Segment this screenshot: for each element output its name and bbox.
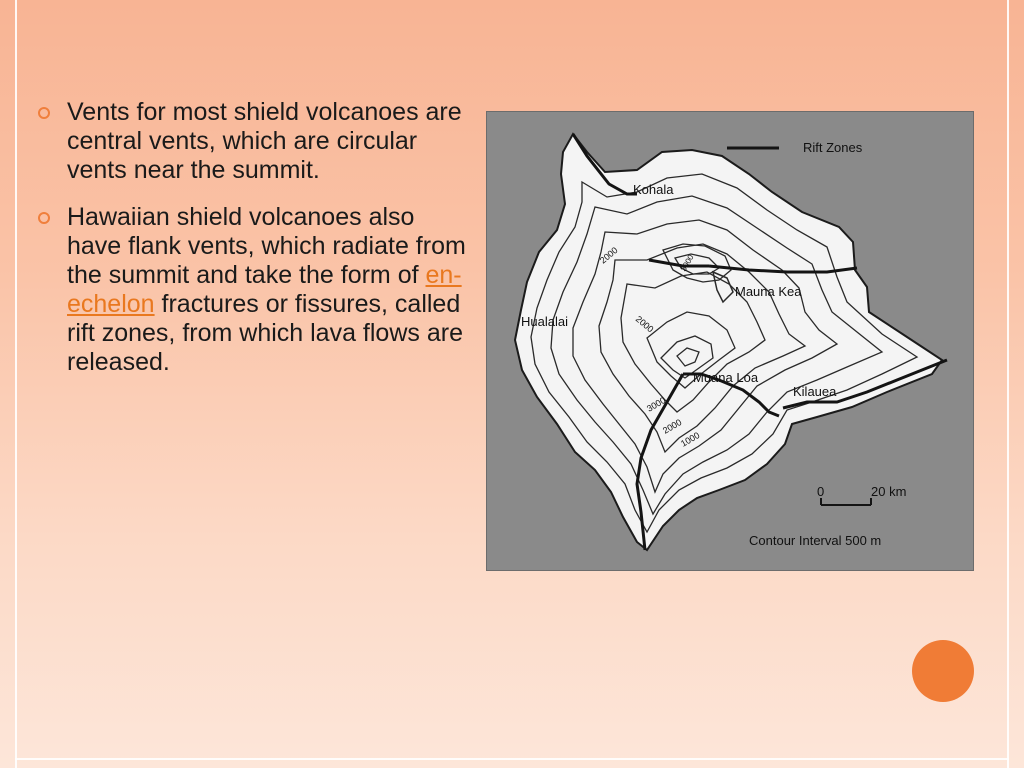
contour-label-1000: 1000 <box>679 430 702 449</box>
frame-right-line <box>1007 0 1009 768</box>
legend-label: Rift Zones <box>803 140 863 155</box>
decorative-orange-circle <box>912 640 974 702</box>
bullet-text-before: Hawaiian shield volcanoes also have flank vents, which radiate from the summit and take the form of <box>67 203 466 289</box>
scale-zero: 0 <box>817 484 825 499</box>
en-echelon-link[interactable]: en-echelon <box>67 261 462 318</box>
contour-label-2000c: 2000 <box>597 244 620 266</box>
frame-bottom-line <box>15 758 1009 760</box>
label-mauna-loa: Muana Loa <box>693 370 759 385</box>
contour-label-2000: 2000 <box>661 417 684 436</box>
contour-interval-caption: Contour Interval 500 m <box>749 533 882 548</box>
label-kilauea: Kilauea <box>793 384 837 399</box>
hawaii-map <box>486 111 974 571</box>
scale-bar <box>821 498 871 505</box>
label-mauna-kea: Mauna Kea <box>735 284 802 299</box>
bullet-marker-icon <box>38 107 50 119</box>
bullet-text-after: fractures or fissures, called rift zones, from which lava flows are released. <box>67 290 463 376</box>
hawaii-map-svg <box>487 112 973 570</box>
slide-text <box>38 98 468 395</box>
bullet-marker-icon <box>38 212 50 224</box>
label-kohala: Kohala <box>633 182 674 197</box>
bullet-central-vents <box>38 98 468 185</box>
contour-label-3000b: 3000 <box>678 253 696 273</box>
contour-label-3000: 3000 <box>645 395 668 414</box>
bullet-text: Vents for most shield volcanoes are central vents, which are circular vents near the summit. <box>67 98 462 184</box>
contour-label-2000b: 2000 <box>633 313 656 335</box>
scale-end: 20 km <box>871 484 907 499</box>
label-hualalai: Hualalai <box>521 314 568 329</box>
frame-left-line <box>15 0 17 768</box>
bullet-flank-vents <box>38 203 468 377</box>
